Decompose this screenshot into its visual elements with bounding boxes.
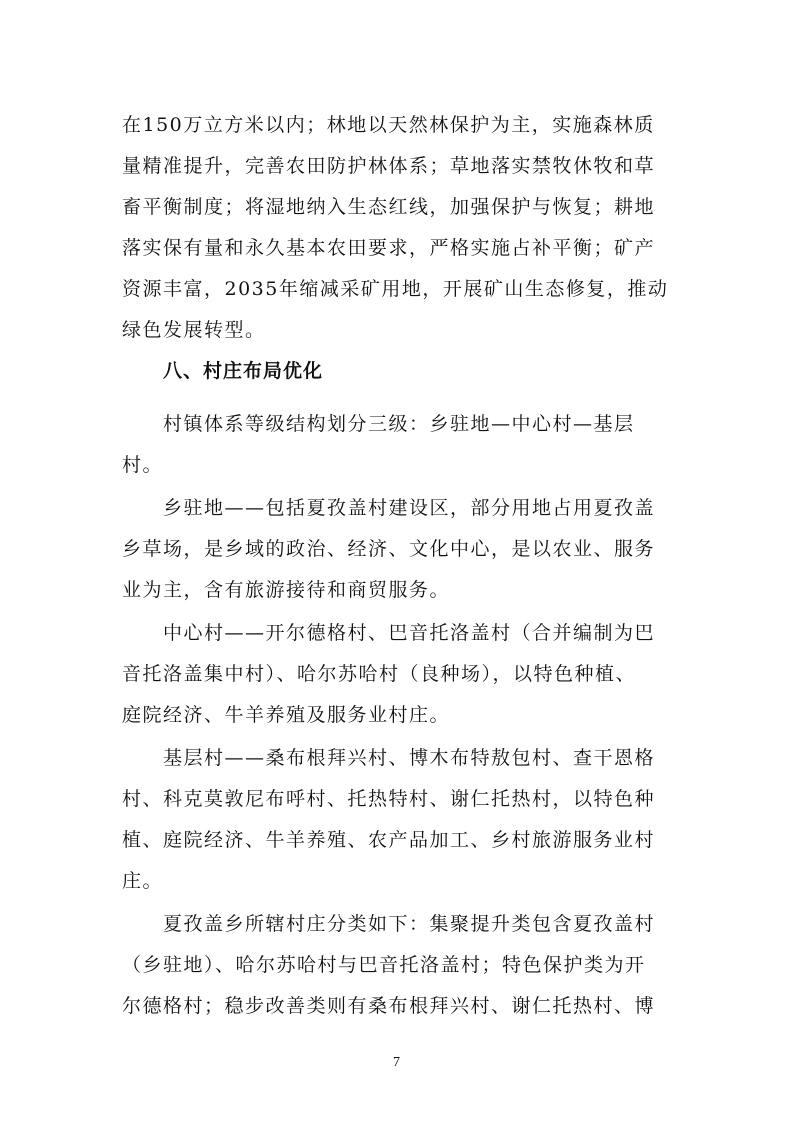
text-line: 村、科克莫敦尼布呼村、托热特村、谢仁托热村，以特色种 — [122, 788, 656, 810]
text-line: 音托洛盖集中村）、哈尔苏哈村（良种场），以特色种植、 — [122, 663, 637, 685]
text-line: 乡驻地——包括夏孜盖村建设区，部分用地占用夏孜盖 — [163, 497, 656, 519]
text-line: 乡草场，是乡域的政治、经济、文化中心，是以农业、服务 — [122, 538, 656, 560]
text-line: 尔德格村；稳步改善类则有桑布根拜兴村、谢仁托热村、博 — [122, 995, 656, 1017]
text-line: 业为主，含有旅游接待和商贸服务。 — [122, 579, 451, 601]
section-heading: 八、村庄布局优化 — [163, 360, 324, 382]
text-line: 中心村——开尔德格村、巴音托洛盖村（合并编制为巴 — [163, 622, 656, 644]
text-line: 庭院经济、牛羊养殖及服务业村庄。 — [122, 704, 451, 726]
text-line: 落实保有量和永久基本农田要求，严格实施占补平衡；矿产 — [122, 237, 656, 259]
text-line: 村。 — [122, 454, 164, 476]
page-number: 7 — [393, 1055, 400, 1070]
text-line: 量精准提升，完善农田防护林体系；草地落实禁牧休牧和草 — [122, 155, 656, 177]
text-line: 绿色发展转型。 — [122, 319, 266, 341]
text-line: 庄。 — [122, 870, 164, 892]
text-line: 畜平衡制度；将湿地纳入生态红线，加强保护与恢复；耕地 — [122, 196, 656, 218]
text-line: 资源丰富，2035年缩减采矿用地，开展矿山生态修复，推动 — [122, 278, 669, 300]
text-line: 村镇体系等级结构划分三级：乡驻地—中心村—基层 — [163, 413, 635, 435]
text-line: 夏孜盖乡所辖村庄分类如下：集聚提升类包含夏孜盖村 — [163, 913, 656, 935]
text-line: （乡驻地）、哈尔苏哈村与巴音托洛盖村；特色保护类为开 — [122, 954, 646, 976]
text-line: 基层村——桑布根拜兴村、博木布特敖包村、查干恩格 — [163, 747, 656, 769]
text-line: 在150万立方米以内；林地以天然林保护为主，实施森林质 — [122, 114, 655, 136]
text-line: 植、庭院经济、牛羊养殖、农产品加工、乡村旅游服务业村 — [122, 829, 656, 851]
